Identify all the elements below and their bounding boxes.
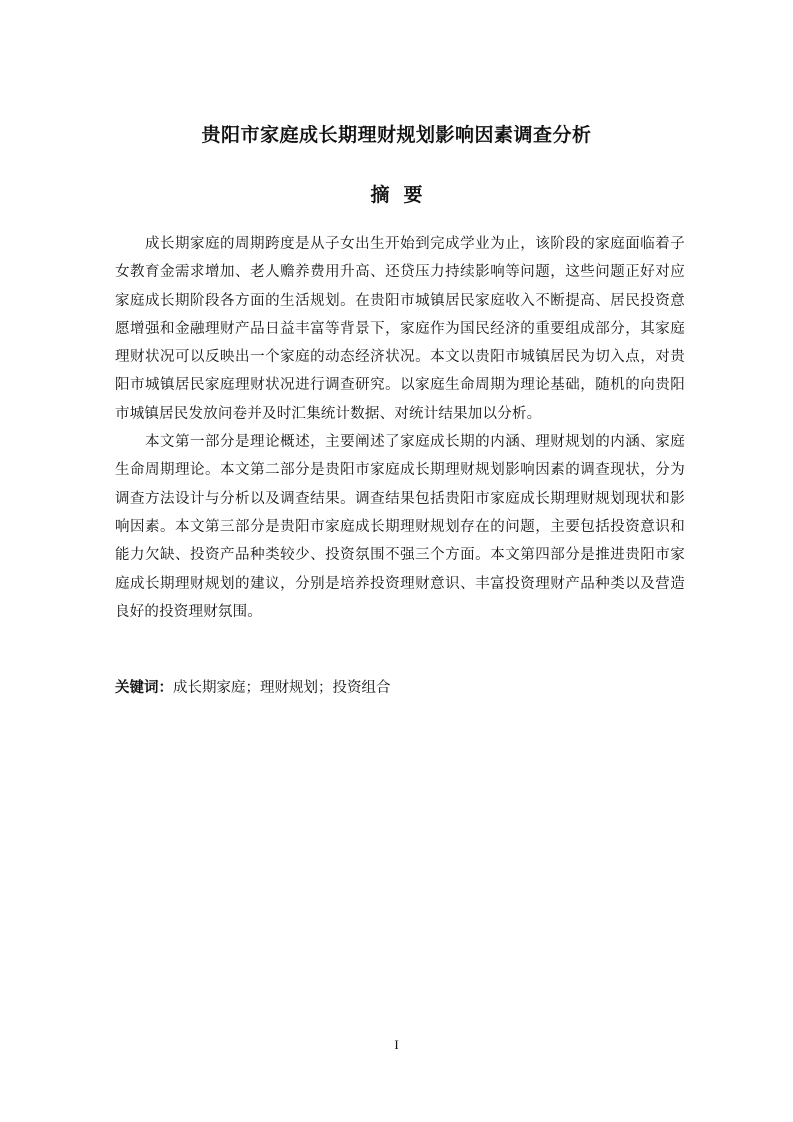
paper-title: 贵阳市家庭成长期理财规划影响因素调查分析: [201, 124, 592, 146]
keywords-label: 关键词：: [115, 680, 173, 696]
page-number: I: [394, 1037, 399, 1052]
keywords-text: 成长期家庭；理财规划；投资组合: [173, 680, 391, 696]
abstract-paragraph-2: 本文第一部分是理论概述，主要阐述了家庭成长期的内涵、理财规划的内涵、家庭生命周期理论。本文第二部分是贵阳市家庭成长期理财规划影响因素的调查现状，分为调查方法设计与分析以及调查结果。调查结果包括贵阳市家庭成长期理财规划现状和影响因素。本文第三部分是贵阳市家庭成长期理财规划存在的问题，主要包括投资意识和能力欠缺、投资产品种类较少、投资氛围不强三个方面。本文第四部分是推进贵阳市家庭成长期理财规划的建议，分别是培养投资理财意识、丰富投资理财产品种类以及营造良好的投资理财氛围。: [115, 434, 685, 620]
abstract-paragraph-1: 成长期家庭的周期跨度是从子女出生开始到完成学业为止，该阶段的家庭面临着子女教育金需求增加、老人赡养费用升高、还贷压力持续影响等问题，这些问题正好对应家庭成长期阶段各方面的生活规划。在贵阳市城镇居民家庭收入不断提高、居民投资意愿增强和金融理财产品日益丰富等背景下，家庭作为国民经济的重要组成部分，其家庭理财状况可以反映出一个家庭的动态经济状况。本文以贵阳市城镇居民为切入点，对贵阳市城镇居民家庭理财状况进行调查研究。以家庭生命周期为理论基础，随机的向贵阳市城镇居民发放问卷并及时汇集统计数据、对统计结果加以分析。: [115, 236, 685, 422]
keywords-line: [115, 676, 685, 700]
abstract-body: [115, 230, 685, 626]
abstract-heading: 摘要: [370, 184, 437, 206]
